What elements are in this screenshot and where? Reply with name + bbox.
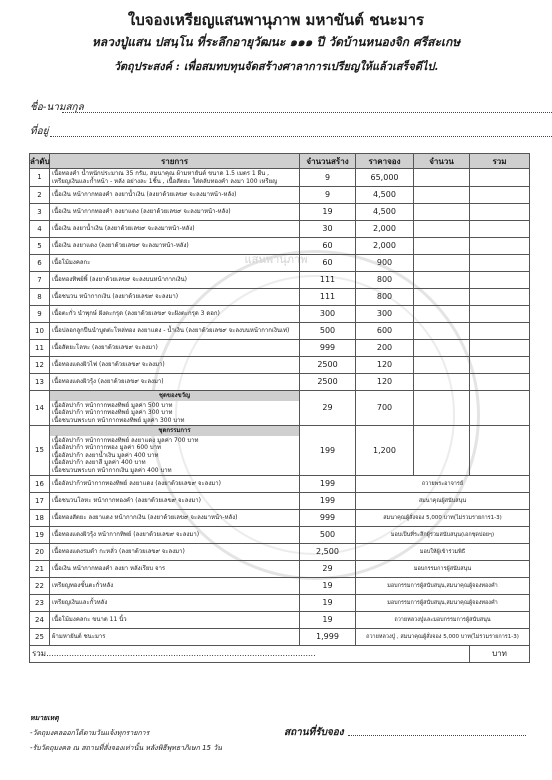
row-price: 600 xyxy=(356,323,414,340)
row-price: 800 xyxy=(356,289,414,306)
row-note: สมนาคุณผู้สั่งจอง 5,000 บาท(ไม่รวมรายการ1-3) xyxy=(356,510,530,527)
row-item-line: เนื้อเงิน ลงยาแดง (ลงยาด้วยเลข๙ จะลงมาหน้า-หลัง) xyxy=(52,242,189,250)
row-item-line: เนื้ออัลปาก้า ลงยาน้ำเงิน มูลค่า 400 บาท xyxy=(52,451,159,459)
row-quantity: 9 xyxy=(300,169,356,187)
row-quantity: 29 xyxy=(300,391,356,426)
table-row xyxy=(30,391,530,426)
row-total-cell[interactable] xyxy=(470,374,530,391)
row-item xyxy=(50,544,300,561)
row-item-line: เหรียญทองขั้นตะกั่วหลัง xyxy=(52,582,114,590)
row-number: 17 xyxy=(30,493,50,510)
table-header-row xyxy=(30,154,530,169)
row-number: 11 xyxy=(30,340,50,357)
row-amount-input[interactable] xyxy=(414,340,470,357)
row-number: 19 xyxy=(30,527,50,544)
row-number: 3 xyxy=(30,204,50,221)
row-quantity: 19 xyxy=(300,578,356,595)
row-item-line: เนื้ออัลปาก้า หน้ากากทองทิพย์ ลงยาแดง มูลค่า 700 บาท xyxy=(52,436,199,444)
row-quantity: 19 xyxy=(300,595,356,612)
col-made-header: จำนวนสร้าง xyxy=(300,154,356,169)
row-item-line: เหรียญเงินและกั้วหลัง xyxy=(52,599,108,607)
row-item-line: เนื้ออัลปาก้าหน้ากากทองทิพย์ ลงยาแดง (ลงยาด้วยเลข๙ จะลงมา) xyxy=(52,480,221,488)
total-unit: บาท xyxy=(470,646,530,663)
row-price: 65,000 xyxy=(356,169,414,187)
row-item-line: เนื้อชนวนโลหะ หน้ากากทองคำ (ลงยาด้วยเลข๙ จะลงมา) xyxy=(52,497,201,505)
row-item-line: เนื้อทองแดงผิวรุ้ง หน้ากากทิพย์ (ลงยาด้วยเลข๙ จะลงมา) xyxy=(52,531,200,539)
table-row xyxy=(30,204,530,221)
note-2: -รับวัตถุมงคล ณ สถานที่สั่งจองเท่านั้น หลังพิธีพุทธาภิเษก 15 วัน xyxy=(30,744,222,752)
row-item-line: เนื้อชนวน หน้ากากเงิน (ลงยาด้วยเลข๙ จะลงมา) xyxy=(52,293,179,301)
row-item-line: เนื้อทองทิพย์พิ้ (ลงยาด้วยเลข๙ จะลงบนหน้ากากเงิน) xyxy=(52,276,188,284)
row-item-line: เนื้อทองแดงผิวไฟ (ลงยาด้วยเลข๙ จะลงมา) xyxy=(52,361,165,369)
total-row xyxy=(30,646,530,663)
row-price: 120 xyxy=(356,357,414,374)
row-quantity: 19 xyxy=(300,204,356,221)
row-number: 8 xyxy=(30,289,50,306)
row-note: มอบเป็นที่ระลึกผู้ร่วมสนับสนุน(เอกชุดบ่อยๆ) xyxy=(356,527,530,544)
table-row xyxy=(30,426,530,476)
row-item xyxy=(50,612,300,629)
row-item-line: เนื้อชนวนพระบก หน้ากากเงิน มูลค่า 400 บาท xyxy=(52,466,172,474)
location-label: สถานที่รับจอง xyxy=(284,727,344,738)
row-quantity: 60 xyxy=(300,255,356,272)
row-quantity: 500 xyxy=(300,527,356,544)
row-quantity: 30 xyxy=(300,221,356,238)
row-item-line: เนื้อโม้มงคลกะ ขนาด 11 นิ้ว xyxy=(52,616,127,624)
row-item xyxy=(50,561,300,578)
table-row xyxy=(30,187,530,204)
row-amount-input[interactable] xyxy=(414,306,470,323)
row-item xyxy=(50,357,300,374)
row-item xyxy=(50,595,300,612)
row-item-line: เนื้ออัลปาก้า หน้ากากทองทิพย์ มูลค่า 300 บาท xyxy=(52,409,173,416)
row-price: 1,200 xyxy=(356,426,414,476)
row-amount-input[interactable] xyxy=(414,357,470,374)
row-note: มอบกรรมการผู้สนับสนุน xyxy=(356,561,530,578)
row-item xyxy=(50,187,300,204)
table-row xyxy=(30,169,530,187)
row-amount-input[interactable] xyxy=(414,323,470,340)
table-row xyxy=(30,289,530,306)
table-row xyxy=(30,595,530,612)
row-number: 21 xyxy=(30,561,50,578)
row-amount-input[interactable] xyxy=(414,169,470,187)
row-item-line: ผ้ามหายันต์ ชนะมาร xyxy=(52,633,106,641)
row-quantity: 111 xyxy=(300,289,356,306)
table-row xyxy=(30,255,530,272)
row-amount-input[interactable] xyxy=(414,221,470,238)
row-number: 20 xyxy=(30,544,50,561)
row-item xyxy=(50,289,300,306)
table-row xyxy=(30,272,530,289)
row-quantity: 1,999 xyxy=(300,629,356,646)
row-amount-input[interactable] xyxy=(414,289,470,306)
row-quantity: 9 xyxy=(300,187,356,204)
row-quantity: 300 xyxy=(300,306,356,323)
row-item xyxy=(50,272,300,289)
row-price: 900 xyxy=(356,255,414,272)
row-item-line: เนื้อเงิน หน้ากากทองคำ ลงยาแดง (ลงยาด้วยเลข๙ จะลงมาหน้า-หลัง) xyxy=(52,208,231,216)
address-field[interactable] xyxy=(30,124,48,139)
row-price: 300 xyxy=(356,306,414,323)
row-item xyxy=(50,340,300,357)
row-item-line: เนื้อโม้มงคลกะ xyxy=(52,259,91,267)
table-row xyxy=(30,493,530,510)
row-item-line: เนื้อทองแดงผิวรุ้ง (ลงยาด้วยเลข๙ จะลงมา) xyxy=(52,378,164,386)
row-amount-input[interactable] xyxy=(414,272,470,289)
location-line[interactable] xyxy=(348,735,526,736)
note-label: หมายเหตุ xyxy=(30,714,59,722)
purpose-label: วัตถุประสงค์ : xyxy=(113,60,180,73)
table-row xyxy=(30,374,530,391)
row-quantity: 199 xyxy=(300,493,356,510)
row-quantity: 29 xyxy=(300,561,356,578)
table-row xyxy=(30,629,530,646)
col-price-header: ราคาจอง xyxy=(356,154,414,169)
row-amount-input[interactable] xyxy=(414,238,470,255)
row-item xyxy=(50,391,300,426)
table-row xyxy=(30,544,530,561)
row-item-line: เนื้ออัลปาก้า ลงยาสี มูลค่า 400 บาท xyxy=(52,459,146,466)
table-row xyxy=(30,578,530,595)
row-total-cell[interactable] xyxy=(470,238,530,255)
row-item-line: เนื้อตะกั่ว นำพุกษ์ ฝังตะกรุด (ลงยาด้วยเลข๙ จะฝังตะกรุด 3 ดอก) xyxy=(52,310,220,318)
row-number: 15 xyxy=(30,426,50,476)
table-row xyxy=(30,510,530,527)
row-item-line: เนื้อเงิน ลงยาน้ำเงิน (ลงยาด้วยเลข๙ จะลงมาหน้า-หลัง) xyxy=(52,225,195,233)
row-number: 6 xyxy=(30,255,50,272)
row-item xyxy=(50,306,300,323)
row-note: ถวายหลวงปู่และมอบกรรมการผู้สนับสนุน xyxy=(356,612,530,629)
row-item xyxy=(50,629,300,646)
row-total-cell[interactable] xyxy=(470,426,530,476)
total-label: รวม.......................................................................................................... xyxy=(30,646,470,663)
row-amount-input[interactable] xyxy=(414,187,470,204)
row-price: 200 xyxy=(356,340,414,357)
table-row xyxy=(30,306,530,323)
row-number: 7 xyxy=(30,272,50,289)
row-quantity: 500 xyxy=(300,323,356,340)
row-price: 700 xyxy=(356,391,414,426)
row-item xyxy=(50,221,300,238)
row-number: 9 xyxy=(30,306,50,323)
row-item-line: เนื้อสัตยะโลหะ (ลงยาด้วยเลข๙ จะลงมา) xyxy=(52,344,158,352)
purpose-text: เพื่อสมทบทุนจัดสร้างศาลาการเปรียญให้แล้วเสร็จดีไป. xyxy=(183,60,439,73)
row-item xyxy=(50,374,300,391)
row-total-cell[interactable] xyxy=(470,255,530,272)
row-item-line: เหรียญเงินและก้ำหน้า - หลัง อย่างละ 1ชิ้น , เนื้อสัตยะ ใส่ตลับทองคำ ลงมา 100 เหรียญ xyxy=(52,177,278,185)
row-quantity: 999 xyxy=(300,510,356,527)
row-quantity: 2500 xyxy=(300,357,356,374)
table-row xyxy=(30,612,530,629)
row-note: มอบกรรมการผู้สนับสนุน,สมนาคุณผู้จองทองคำ xyxy=(356,578,530,595)
row-price: 120 xyxy=(356,374,414,391)
row-total-cell[interactable] xyxy=(470,169,530,187)
table-body xyxy=(30,169,530,646)
row-total-cell[interactable] xyxy=(470,187,530,204)
row-item xyxy=(50,578,300,595)
row-item-line: เนื้อทองแดงรมดำ กะหลั่ว (ลงยาด้วยเลข๙ จะลงมา) xyxy=(52,548,185,556)
row-price: 800 xyxy=(356,272,414,289)
row-total-cell[interactable] xyxy=(470,340,530,357)
watermark-text: แสนพานุภาพ xyxy=(244,253,308,266)
row-total-cell[interactable] xyxy=(470,204,530,221)
row-total-cell[interactable] xyxy=(470,306,530,323)
row-quantity: 60 xyxy=(300,238,356,255)
table-row xyxy=(30,561,530,578)
address-label: ที่อยู่ xyxy=(30,126,49,137)
row-item xyxy=(50,510,300,527)
row-item xyxy=(50,527,300,544)
row-quantity: 19 xyxy=(300,612,356,629)
row-total-cell[interactable] xyxy=(470,357,530,374)
row-total-cell[interactable] xyxy=(470,391,530,426)
row-item xyxy=(50,426,300,476)
row-total-cell[interactable] xyxy=(470,289,530,306)
row-item xyxy=(50,255,300,272)
table-row xyxy=(30,323,530,340)
row-number: 22 xyxy=(30,578,50,595)
name-line[interactable] xyxy=(62,112,552,113)
row-item xyxy=(50,493,300,510)
row-number: 10 xyxy=(30,323,50,340)
col-no-header: ลำดับ xyxy=(30,154,50,169)
row-group-title: ชุดของขวัญ xyxy=(50,391,299,401)
row-number: 18 xyxy=(30,510,50,527)
row-amount-input[interactable] xyxy=(414,374,470,391)
row-item xyxy=(50,238,300,255)
row-price: 4,500 xyxy=(356,204,414,221)
row-item-line: เนื้ออัลปาก้า หน้ากากทองทิพย์ มูลค่า 500 บาท xyxy=(52,401,173,409)
row-amount-input[interactable] xyxy=(414,255,470,272)
row-note: ถวายพระอาจารย์ xyxy=(356,476,530,493)
table-row xyxy=(30,476,530,493)
row-number: 5 xyxy=(30,238,50,255)
row-quantity: 111 xyxy=(300,272,356,289)
row-number: 24 xyxy=(30,612,50,629)
row-item-line: เนื้อเงิน หน้ากากทองคำ ลงยา หลังเรียบ จาร xyxy=(52,565,166,573)
row-price: 2,000 xyxy=(356,238,414,255)
row-quantity: 2500 xyxy=(300,374,356,391)
row-number: 2 xyxy=(30,187,50,204)
row-group-title: ชุดกรรมการ xyxy=(50,426,299,436)
row-number: 12 xyxy=(30,357,50,374)
row-price: 2,000 xyxy=(356,221,414,238)
row-quantity: 199 xyxy=(300,426,356,476)
table-row xyxy=(30,238,530,255)
table-row xyxy=(30,357,530,374)
row-item-line: เนื้อเงิน หน้ากากทองคำ ลงยาน้ำเงิน (ลงยาด้วยเลข๙ จะลงมาหน้า-หลัง) xyxy=(52,191,237,199)
name-field[interactable] xyxy=(30,100,84,115)
name-label: ชื่อ-นามสกุล xyxy=(30,102,84,113)
table-row xyxy=(30,221,530,238)
booking-table xyxy=(29,153,530,663)
row-total-cell[interactable] xyxy=(470,272,530,289)
row-item xyxy=(50,169,300,187)
row-item xyxy=(50,323,300,340)
row-total-cell[interactable] xyxy=(470,323,530,340)
note-1: -วัตถุมงคลออกได้ตามวันแจ้งทุกรายการ xyxy=(30,729,150,737)
row-number: 16 xyxy=(30,476,50,493)
row-number: 23 xyxy=(30,595,50,612)
row-number: 25 xyxy=(30,629,50,646)
row-note: ถวายหลวงปู่ , สมนาคุณผู้สั่งจอง 5,000 บาท(ไม่รวมรายการ1-3) xyxy=(356,629,530,646)
row-total-cell[interactable] xyxy=(470,221,530,238)
table-row xyxy=(30,527,530,544)
row-item-line: เนื้อปลอกลูกปืนนำบูดต่ะโหล่ทอง ลงยาแดง - น้ำเงิน (ลงยาด้วยเลข๙ จะลงบนหน้ากากเงินเท่) xyxy=(52,327,290,335)
row-amount-input[interactable] xyxy=(414,426,470,476)
row-number: 4 xyxy=(30,221,50,238)
row-amount-input[interactable] xyxy=(414,204,470,221)
row-item xyxy=(50,476,300,493)
col-amount-header: จำนวน xyxy=(414,154,470,169)
purpose-line xyxy=(0,57,552,75)
row-number: 14 xyxy=(30,391,50,426)
row-item-line: เนื้อทองคำ น้ำหนักประมาณ 35 กรัม, สมนาคุณ ผ้ามหายันต์ ขนาด 1.5 เมตร 1 ผืน , xyxy=(52,170,270,177)
row-price: 4,500 xyxy=(356,187,414,204)
row-number: 1 xyxy=(30,169,50,187)
row-amount-input[interactable] xyxy=(414,391,470,426)
row-item-line: เนื้ออัลปาก้า หน้ากากทอง มูลค่า 600 บาท xyxy=(52,444,161,451)
col-total-header: รวม xyxy=(470,154,530,169)
row-note: มอบกรรมการผู้สนับสนุน,สมนาคุณผู้จองทองคำ xyxy=(356,595,530,612)
row-item-line: เนื้อชนวนพระบก หน้ากากทองทิพย์ มูลค่า 300 บาท xyxy=(52,416,185,424)
row-note: สมนาคุณผู้สนับสนุน xyxy=(356,493,530,510)
row-quantity: 199 xyxy=(300,476,356,493)
row-item xyxy=(50,204,300,221)
row-quantity: 2,500 xyxy=(300,544,356,561)
col-item-header: รายการ xyxy=(50,154,300,169)
row-quantity: 999 xyxy=(300,340,356,357)
table-row xyxy=(30,340,530,357)
row-number: 13 xyxy=(30,374,50,391)
row-item-line: เนื้อทองสัตยะ ลงยาแดง หน้ากากเงิน (ลงยาด้วยเลข๙ จะลงมาหน้า-หลัง) xyxy=(52,514,238,522)
page-subtitle: หลวงปู่แสน ปสนฺโน ที่ระลึกอายุวัฒนะ ๑๑๑ ปี วัดบ้านหนองจิก ศรีสะเกษ xyxy=(91,35,461,49)
row-note: มอบให้ผู้เข้าร่วมพิธี xyxy=(356,544,530,561)
address-line[interactable] xyxy=(50,136,552,137)
page-title: ใบจองเหรียญแสนพานุภาพ มหาขันต์ ชนะมาร xyxy=(127,11,425,29)
